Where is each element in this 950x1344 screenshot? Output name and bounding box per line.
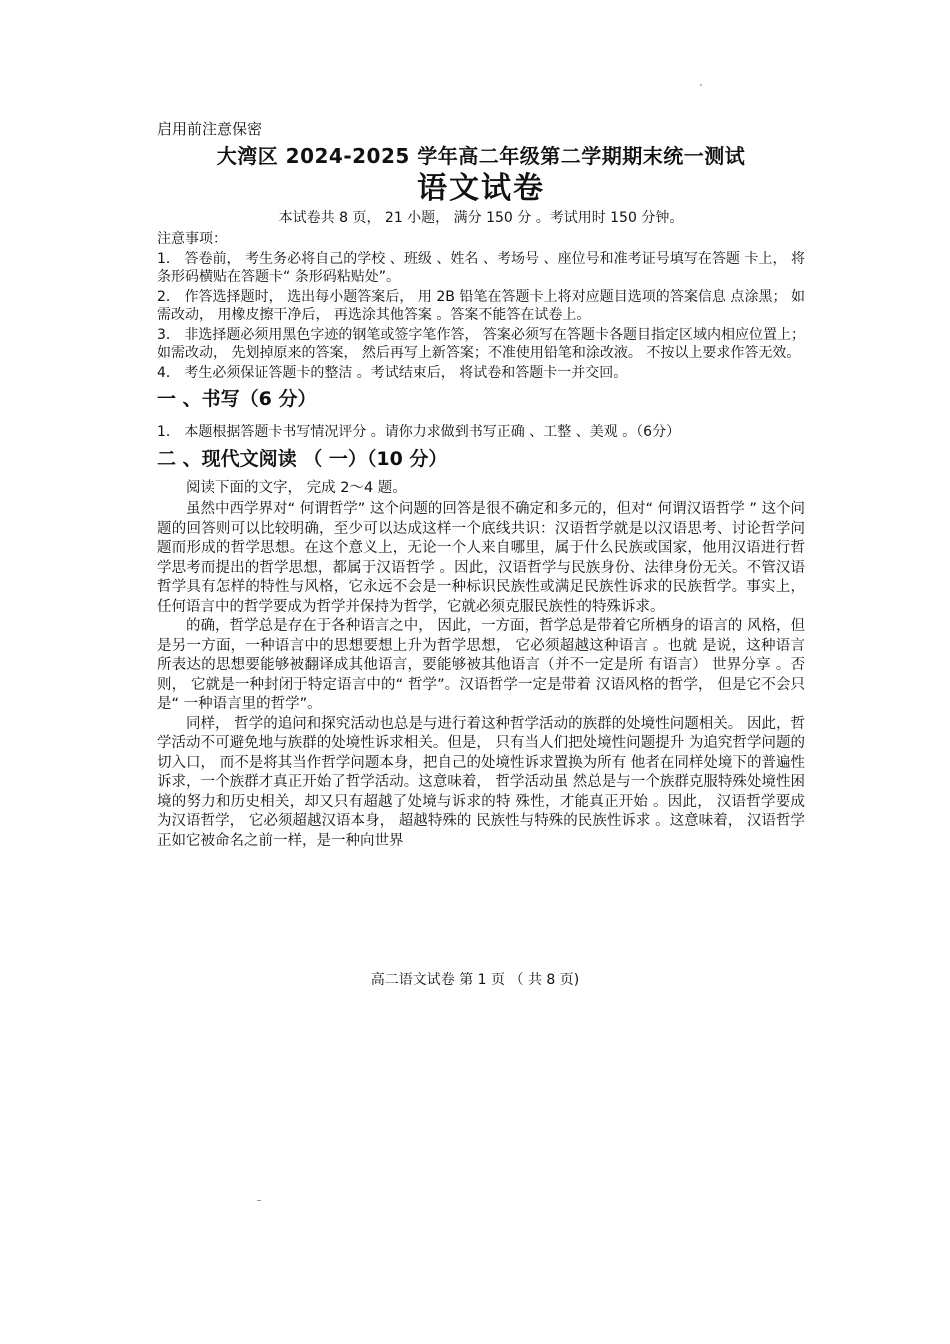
confidential-label: 启用前注意保密 (157, 120, 263, 138)
passage-paragraph-3: 同样， 哲学的追问和探究活动也总是与进行着这种哲学活动的族群的处境性问题相关。 因此，哲学活动不可避免地与族群的处境性诉求相关。但是， 只有当人们把处境性问题提升 为追究哲学问题的切入口， 而不是将其当作哲学问题本身，把自己的处境性诉求置换为所有 他者在同样处境下的普遍性诉求，一个族群才真正开始了哲学活动。这意味着， 哲学活动虽 然总是与一个族群克服特殊处境性困境的努力和历史相关，却又只有超越了处境与诉求的特 殊性，才能真正开始 。因此， 汉语哲学要成为汉语哲学， 它必须超越汉语本身， 超越特殊的 民族性与特殊的民族性诉求 。这意味着， 汉语哲学正如它被命名之前一样，是一种向世界 (157, 715, 805, 849)
note-item-3: 3． 非选择题必须用黑色字迹的钢笔或签字笔作答， 答案必须写在答题卡各题目指定区域内相应位置上；如需改动， 先划掉原来的答案， 然后再写上新答案；不准使用铅笔和涂改液。 不按以上要求作答无效。 (157, 327, 805, 361)
notes-heading: 注意事项： (157, 231, 227, 247)
scan-speck (700, 84, 702, 86)
scan-mark (257, 1200, 261, 1201)
note-item-1: 1． 答卷前， 考生务必将自己的学校 、班级 、姓名 、考场号 、座位号和准考证号填写在答题 卡上， 将条形码横贴在答题卡“ 条形码粘贴处”。 (157, 251, 805, 285)
passage-paragraph-2: 的确，哲学总是存在于各种语言之中， 因此，一方面，哲学总是带着它所栖身的语言的 风格，但是另一方面，一种语言中的思想要想上升为哲学思想， 它必须超越这种语言 。也就 是说，这种语言所表达的思想要能够被翻译成其他语言，要能够被其他语言（并不一定是所 有语言） 世界分享 。否则， 它就是一种封闭于特定语言中的“ 哲学”。汉语哲学一定是带着 汉语风格的哲学， 但是它不会只是“ 一种语言里的哲学”。 (157, 618, 805, 712)
reading-instruction: 阅读下面的文字， 完成 2～4 题。 (186, 480, 407, 496)
section-1-item-1: 1． 本题根据答题卡书写情况评分 。请你力求做到书写正确 、工整 、美观 。（6分） (157, 424, 681, 440)
note-item-2: 2． 作答选择题时， 选出每小题答案后， 用 2B 铅笔在答题卡上将对应题目选项的答案信息 点涂黑； 如需改动， 用橡皮擦干净后， 再选涂其他答案 。答案不能答在试卷上。 (157, 289, 805, 323)
exam-title: 大湾区 2024-2025 学年高二年级第二学期期末统一测试 (216, 144, 746, 168)
section-1-title: 一 、书写（6 分） (157, 388, 317, 410)
page-footer: 高二语文试卷 第 1 页 （ 共 8 页) (370, 972, 580, 988)
subject-title: 语文试卷 (417, 171, 545, 206)
exam-page (157, 118, 805, 851)
passage-paragraph-1: 虽然中西学界对“ 何谓哲学” 这个问题的回答是很不确定和多元的，但对“ 何谓汉语哲学 ” 这个问题的回答则可以比较明确，至少可以达成这样一个底线共识：汉语哲学就是以汉语思考、讨论哲学问题而形成的哲学思想。在这个意义上，无论一个人来自哪里，属于什么民族或国家，他用汉语进行哲学思考而提出的哲学思想，都属于汉语哲学 。因此，汉语哲学与民族身份、法律身份无关。不管汉语哲学具有怎样的特性与风格，它永远不会是一种标识民族性或满足民族性诉求的民族哲学。事实上，任何语言中的哲学要成为哲学并保持为哲学，它就必须克服民族性的特殊诉求。 (157, 501, 805, 615)
note-item-4: 4． 考生必须保证答题卡的整洁 。考试结束后， 将试卷和答题卡一并交回。 (157, 365, 628, 381)
section-2-title: 二 、现代文阅读 （ 一）（10 分） (157, 448, 448, 470)
exam-info: 本试卷共 8 页， 21 小题， 满分 150 分 。考试用时 150 分钟。 (278, 210, 684, 226)
